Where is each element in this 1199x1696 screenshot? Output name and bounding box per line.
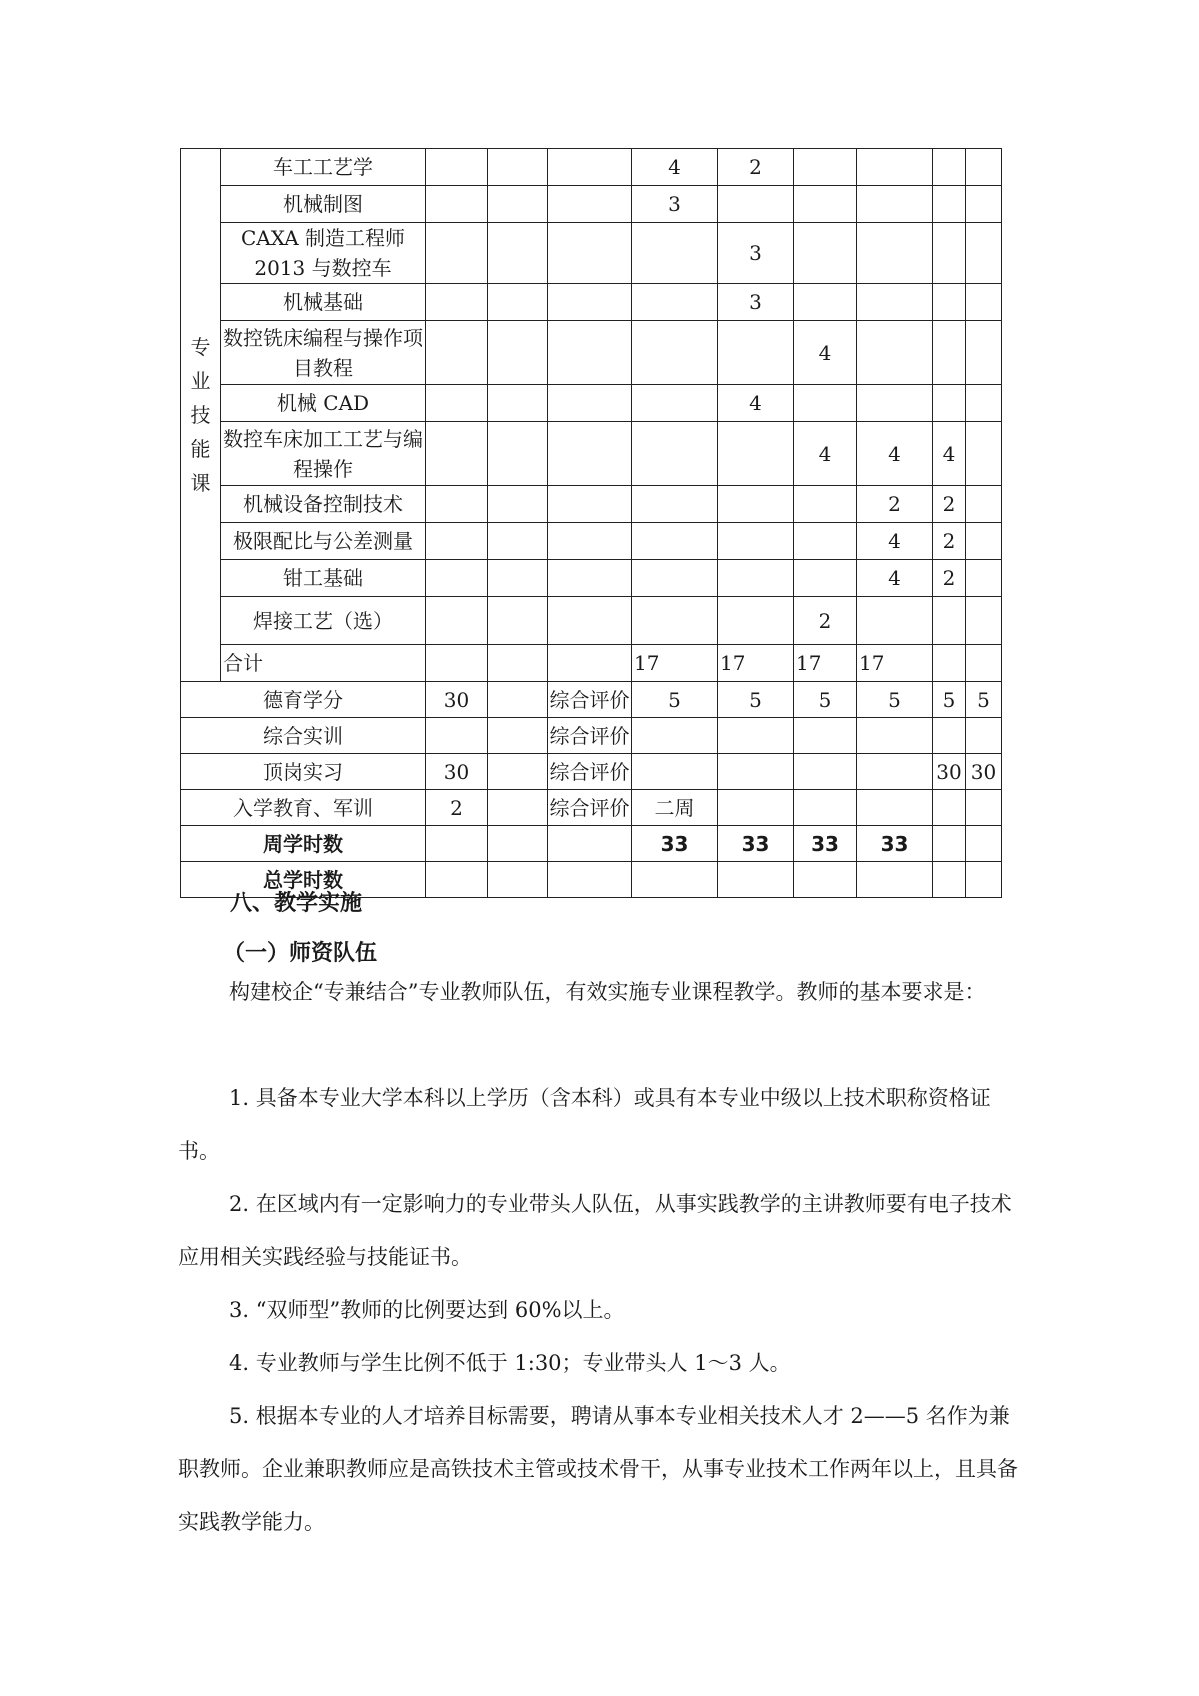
value-cell [857, 862, 933, 898]
value-cell [488, 718, 548, 754]
course-name: 钳工基础 [221, 560, 426, 597]
hours-cell [794, 523, 857, 560]
subtotal-label: 合计 [221, 645, 426, 682]
hours-cell: 4 [857, 560, 933, 597]
value-cell [966, 826, 1002, 862]
value-cell: 33 [632, 826, 718, 862]
value-cell [632, 754, 718, 790]
hours-cell: 4 [857, 523, 933, 560]
hours-cell [966, 486, 1002, 523]
row-label: 德育学分 [181, 682, 426, 718]
hours-cell [548, 321, 632, 385]
hours-cell [718, 560, 794, 597]
hours-cell [933, 186, 966, 223]
hours-cell [488, 597, 548, 645]
hours-cell [488, 486, 548, 523]
hours-cell [488, 523, 548, 560]
hours-cell [933, 321, 966, 385]
hours-cell [632, 321, 718, 385]
hours-cell [718, 597, 794, 645]
hours-cell [857, 597, 933, 645]
hours-cell [933, 645, 966, 682]
hours-cell [548, 149, 632, 186]
course-row [181, 385, 1002, 422]
hours-cell [632, 523, 718, 560]
hours-cell [966, 186, 1002, 223]
hours-cell [426, 186, 488, 223]
hours-cell [548, 223, 632, 284]
course-name: 机械制图 [221, 186, 426, 223]
course-name: 车工工艺学 [221, 149, 426, 186]
hours-cell [718, 186, 794, 223]
hours-cell [548, 597, 632, 645]
value-cell: 33 [718, 826, 794, 862]
hours-cell [966, 523, 1002, 560]
subtotal-row [181, 645, 1002, 682]
evaluation-cell: 综合评价 [548, 718, 632, 754]
subsection-heading: （一）师资队伍 [223, 941, 378, 966]
hours-cell [488, 284, 548, 321]
hours-cell [857, 385, 933, 422]
hours-cell [426, 645, 488, 682]
hours-cell [857, 321, 933, 385]
value-cell [794, 790, 857, 826]
hours-cell [426, 597, 488, 645]
requirement-item-4: 4. 专业教师与学生比例不低于 1:30；专业带头人 1～3 人。 [229, 1351, 791, 1375]
hours-cell [426, 149, 488, 186]
value-cell [857, 718, 933, 754]
hours-cell [857, 223, 933, 284]
hours-cell [966, 560, 1002, 597]
hours-cell: 2 [857, 486, 933, 523]
hours-cell [966, 223, 1002, 284]
value-cell [718, 862, 794, 898]
hours-cell [933, 597, 966, 645]
hours-cell [794, 186, 857, 223]
hours-cell [718, 321, 794, 385]
hours-cell: 4 [794, 321, 857, 385]
hours-cell: 4 [933, 422, 966, 486]
hours-cell: 4 [718, 385, 794, 422]
row-label: 顶岗实习 [181, 754, 426, 790]
evaluation-cell: 综合评价 [548, 682, 632, 718]
hours-cell: 4 [857, 422, 933, 486]
summary-row [181, 790, 1002, 826]
section-heading: 八、教学实施 [230, 891, 363, 916]
hours-cell [794, 486, 857, 523]
course-name: 焊接工艺（选） [221, 597, 426, 645]
value-cell [966, 790, 1002, 826]
value-cell: 5 [632, 682, 718, 718]
course-name: 极限配比与公差测量 [221, 523, 426, 560]
value-cell: 二周 [632, 790, 718, 826]
value-cell [488, 862, 548, 898]
hours-cell [632, 284, 718, 321]
value-cell [794, 862, 857, 898]
course-row [181, 186, 1002, 223]
hours-cell [632, 223, 718, 284]
value-cell: 2 [426, 790, 488, 826]
value-cell [426, 862, 488, 898]
weekly-hours-row [181, 826, 1002, 862]
hours-cell [426, 321, 488, 385]
evaluation-cell: 综合评价 [548, 754, 632, 790]
hours-cell [966, 422, 1002, 486]
hours-cell [488, 385, 548, 422]
hours-cell [548, 560, 632, 597]
hours-cell [488, 645, 548, 682]
course-name: 机械设备控制技术 [221, 486, 426, 523]
summary-row [181, 754, 1002, 790]
value-cell [488, 682, 548, 718]
course-row [181, 149, 1002, 186]
hours-cell [794, 284, 857, 321]
requirement-item-5: 5. 根据本专业的人才培养目标需要，聘请从事本专业相关技术人才 2——5 名作为兼职教师。企业兼职教师应是高铁技术主管或技术骨干，从事专业技术工作两年以上，且具备实践教学能力。 [178, 1404, 1018, 1534]
value-cell [718, 718, 794, 754]
hours-cell [632, 560, 718, 597]
hours-cell [632, 597, 718, 645]
hours-cell: 17 [857, 645, 933, 682]
hours-cell [966, 321, 1002, 385]
hours-cell [548, 422, 632, 486]
course-name: CAXA 制造工程师 2013 与数控车 [221, 223, 426, 284]
value-cell [426, 826, 488, 862]
value-cell [966, 862, 1002, 898]
hours-cell [857, 186, 933, 223]
value-cell: 5 [857, 682, 933, 718]
hours-cell [794, 149, 857, 186]
value-cell [426, 718, 488, 754]
value-cell [933, 790, 966, 826]
course-row [181, 422, 1002, 486]
row-label: 总学时数 [181, 862, 426, 898]
hours-cell [488, 560, 548, 597]
hours-cell [718, 486, 794, 523]
hours-cell [426, 284, 488, 321]
hours-cell [718, 523, 794, 560]
hours-cell [488, 422, 548, 486]
hours-cell [966, 284, 1002, 321]
hours-cell [426, 560, 488, 597]
value-cell [966, 718, 1002, 754]
table-body [181, 149, 1002, 898]
row-label: 综合实训 [181, 718, 426, 754]
evaluation-cell: 综合评价 [548, 790, 632, 826]
value-cell: 30 [426, 682, 488, 718]
hours-cell [548, 645, 632, 682]
hours-cell [488, 321, 548, 385]
value-cell [857, 754, 933, 790]
hours-cell [548, 284, 632, 321]
hours-cell: 17 [632, 645, 718, 682]
value-cell: 33 [857, 826, 933, 862]
hours-cell [632, 385, 718, 422]
course-name: 数控车床加工工艺与编程操作 [221, 422, 426, 486]
hours-cell: 3 [718, 223, 794, 284]
hours-cell [426, 523, 488, 560]
row-label: 入学教育、军训 [181, 790, 426, 826]
course-row [181, 284, 1002, 321]
hours-cell [548, 186, 632, 223]
hours-cell: 4 [794, 422, 857, 486]
value-cell [794, 718, 857, 754]
course-row [181, 486, 1002, 523]
hours-cell [966, 597, 1002, 645]
value-cell [632, 862, 718, 898]
hours-cell: 2 [718, 149, 794, 186]
hours-cell [548, 385, 632, 422]
course-name: 数控铣床编程与操作项目教程 [221, 321, 426, 385]
value-cell: 30 [933, 754, 966, 790]
value-cell: 30 [426, 754, 488, 790]
value-cell [794, 754, 857, 790]
value-cell: 5 [718, 682, 794, 718]
category-cell: 专业 技能 课 [181, 149, 221, 682]
hours-cell: 2 [933, 486, 966, 523]
hours-cell [548, 486, 632, 523]
hours-cell: 2 [933, 560, 966, 597]
course-name: 机械基础 [221, 284, 426, 321]
requirement-item-3: 3. “双师型”教师的比例要达到 60%以上。 [229, 1298, 625, 1322]
value-cell [488, 790, 548, 826]
hours-cell [794, 385, 857, 422]
hours-cell: 2 [933, 523, 966, 560]
course-row [181, 523, 1002, 560]
value-cell: 5 [933, 682, 966, 718]
hours-cell [933, 385, 966, 422]
hours-cell [632, 486, 718, 523]
value-cell [933, 862, 966, 898]
hours-cell [632, 422, 718, 486]
hours-cell: 3 [632, 186, 718, 223]
hours-cell [794, 560, 857, 597]
course-row [181, 321, 1002, 385]
evaluation-cell [548, 862, 632, 898]
hours-cell: 17 [794, 645, 857, 682]
hours-cell [426, 223, 488, 284]
hours-cell [488, 149, 548, 186]
value-cell: 5 [966, 682, 1002, 718]
value-cell [718, 790, 794, 826]
evaluation-cell [548, 826, 632, 862]
hours-cell [857, 149, 933, 186]
course-row [181, 223, 1002, 284]
value-cell [933, 826, 966, 862]
intro-paragraph: 构建校企“专兼结合”专业教师队伍，有效实施专业课程教学。教师的基本要求是： [229, 980, 986, 1004]
hours-cell [488, 186, 548, 223]
value-cell [488, 754, 548, 790]
hours-cell [933, 284, 966, 321]
value-cell [857, 790, 933, 826]
hours-cell [857, 284, 933, 321]
hours-cell [966, 385, 1002, 422]
hours-cell [426, 385, 488, 422]
value-cell: 5 [794, 682, 857, 718]
course-hours-table [180, 148, 1002, 898]
course-name: 机械 CAD [221, 385, 426, 422]
hours-cell: 2 [794, 597, 857, 645]
hours-cell [933, 149, 966, 186]
row-label: 周学时数 [181, 826, 426, 862]
hours-cell [966, 149, 1002, 186]
value-cell [933, 718, 966, 754]
hours-cell [966, 645, 1002, 682]
value-cell: 33 [794, 826, 857, 862]
hours-cell [426, 486, 488, 523]
hours-cell [426, 422, 488, 486]
hours-cell: 3 [718, 284, 794, 321]
course-row [181, 597, 1002, 645]
summary-row [181, 682, 1002, 718]
requirement-item-1: 1. 具备本专业大学本科以上学历（含本科）或具有本专业中级以上技术职称资格证书。 [178, 1086, 991, 1163]
summary-row [181, 718, 1002, 754]
hours-cell [488, 223, 548, 284]
value-cell [632, 718, 718, 754]
hours-cell [548, 523, 632, 560]
hours-cell [933, 223, 966, 284]
hours-cell: 17 [718, 645, 794, 682]
hours-cell [718, 422, 794, 486]
course-row [181, 560, 1002, 597]
hours-cell: 4 [632, 149, 718, 186]
value-cell [488, 826, 548, 862]
value-cell: 30 [966, 754, 1002, 790]
requirement-item-2: 2. 在区域内有一定影响力的专业带头人队伍，从事实践教学的主讲教师要有电子技术应用相关实践经验与技能证书。 [178, 1192, 1012, 1269]
value-cell [718, 754, 794, 790]
hours-cell [794, 223, 857, 284]
